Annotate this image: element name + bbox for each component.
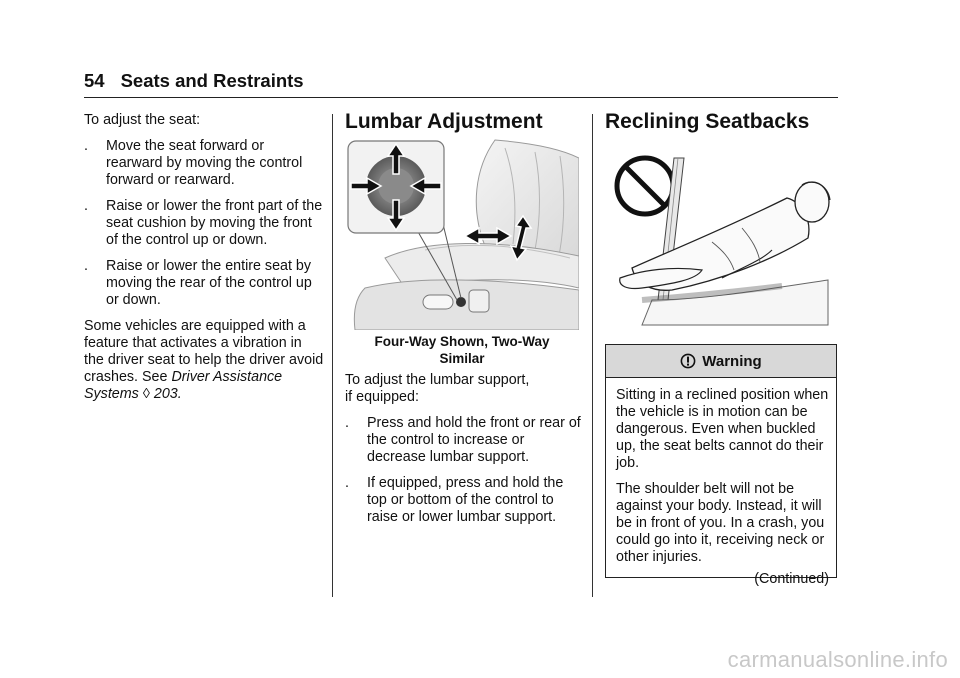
page-ref-icon: ◊	[142, 386, 150, 402]
bullet-marker: .	[84, 258, 88, 274]
column-divider-2	[592, 114, 593, 597]
lumbar-figure	[345, 138, 579, 330]
page-ref-number[interactable]: 203.	[153, 386, 182, 402]
list-item	[84, 138, 324, 189]
page-header	[84, 70, 304, 92]
lumbar-intro-line-1: To adjust the lumbar support,	[345, 372, 530, 388]
caption-line-2: Similar	[439, 351, 485, 366]
column-divider-1	[332, 114, 333, 597]
bullet-marker: .	[345, 475, 349, 491]
caption-line-1: Four-Way Shown, Two-Way	[374, 334, 550, 349]
list-item	[345, 415, 581, 466]
warning-para-1: Sitting in a reclined position when the vehicle is in motion can be dangerous. Even when buckled up, the seat belts cannot do their job.	[616, 387, 829, 471]
warning-circle-icon	[680, 353, 696, 369]
watermark: carmanualsonline.info	[727, 647, 948, 672]
seat-adjust-intro: To adjust the seat:	[84, 112, 201, 128]
warning-body	[606, 378, 836, 588]
reclining-heading: Reclining Seatbacks	[605, 110, 810, 133]
bullet-text: If equipped, press and hold the top or bottom of the control to raise or lower lumbar support.	[367, 475, 564, 525]
section-title: Seats and Restraints	[120, 70, 304, 91]
bullet-text: Raise or lower the front part of the seat cushion by moving the front of the control up or down.	[106, 198, 323, 248]
lumbar-intro-line-2: if equipped:	[345, 389, 419, 405]
lumbar-intro	[345, 372, 581, 406]
bullet-text: Raise or lower the entire seat by moving the rear of the control up or down.	[106, 258, 312, 308]
bullet-text: Press and hold the front or rear of the control to increase or decrease lumbar support.	[367, 415, 581, 465]
list-item	[84, 258, 324, 309]
page-number: 54	[84, 70, 105, 91]
bullet-marker: .	[84, 138, 88, 154]
bullet-marker: .	[345, 415, 349, 431]
warning-para-2: The shoulder belt will not be against your body. Instead, it will be in front of you. In a crash, you could go into it, receiving neck or other injuries.	[616, 481, 825, 565]
list-item	[84, 198, 324, 249]
warning-header	[606, 345, 836, 378]
warning-title: Warning	[702, 352, 762, 370]
continued-label: (Continued)	[754, 571, 829, 587]
middle-column-text	[345, 372, 581, 535]
figure-caption	[345, 333, 579, 367]
reclining-figure	[612, 150, 832, 330]
reclined-occupant-prohibited-illustration	[612, 150, 832, 330]
driver-assistance-link[interactable]: Driver Assistance Systems	[84, 369, 283, 402]
lumbar-heading: Lumbar Adjustment	[345, 110, 543, 133]
vibration-text: Some vehicles are equipped with a feature that activates a vibration in the driver seat to help the driver avoid crashes. See	[84, 318, 324, 385]
vibration-paragraph	[84, 318, 324, 403]
left-column	[84, 112, 324, 412]
bullet-text: Move the seat forward or rearward by moving the control forward or rearward.	[106, 138, 303, 188]
list-item	[345, 475, 581, 526]
bullet-marker: .	[84, 198, 88, 214]
warning-box	[605, 344, 837, 587]
lumbar-seat-control-illustration	[345, 138, 579, 330]
header-rule	[84, 97, 838, 98]
